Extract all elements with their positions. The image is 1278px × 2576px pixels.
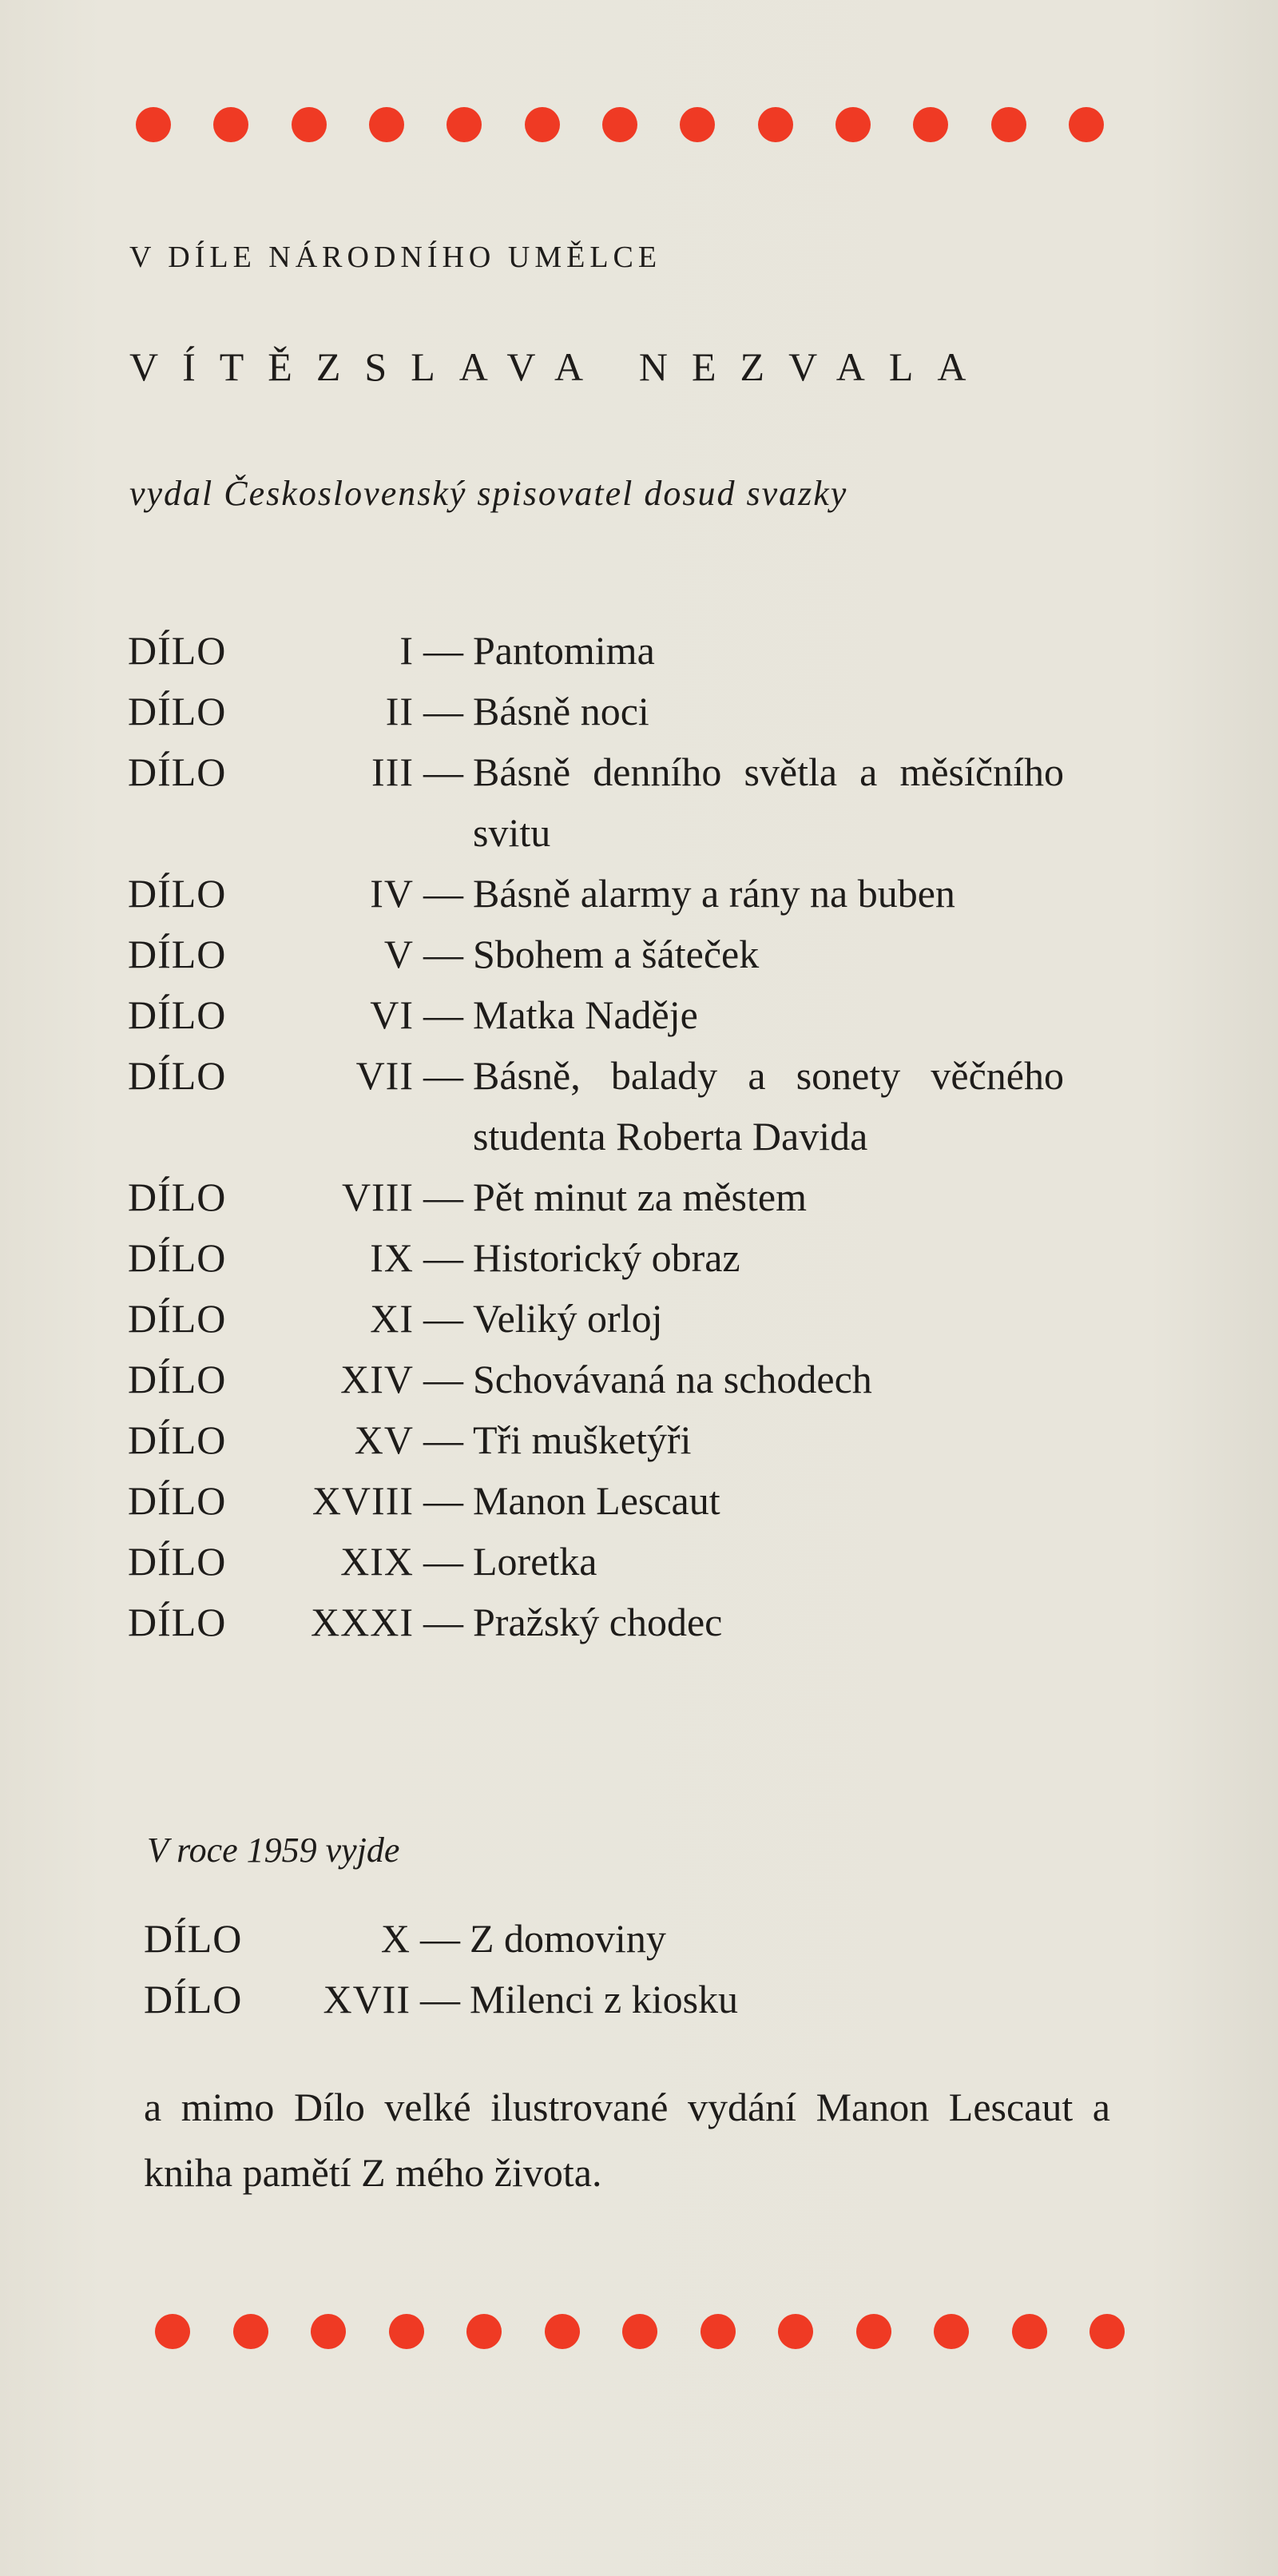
work-volume-number: I (399, 628, 414, 673)
ornament-dot (778, 2314, 813, 2349)
work-row (128, 1045, 1118, 1167)
work-label: DÍLO (128, 628, 227, 673)
work-title: Pět minut za městem (473, 1175, 807, 1219)
heading-author-name: VÍTĚZSLAVA NEZVALA (129, 344, 990, 389)
work-volume-number: XVII (323, 1977, 411, 2021)
work-title: Pantomima (473, 628, 655, 673)
dash: — (423, 932, 463, 976)
ornament-dot (136, 107, 171, 142)
dash: — (423, 992, 463, 1037)
work-title: Tři mušketýři (473, 1417, 692, 1462)
ornament-dot (835, 107, 871, 142)
ornament-dot (447, 107, 482, 142)
work-label: DÍLO (128, 1175, 227, 1219)
work-label: DÍLO (128, 1539, 227, 1584)
ornament-dot (311, 2314, 346, 2349)
work-label: DÍLO (128, 1053, 227, 1098)
future-note: a mimo Dílo velké ilustrované vydání Manon Lescaut a kniha pamětí Z mého života. (144, 2085, 1110, 2195)
work-volume-number: II (385, 689, 414, 733)
work-label: DÍLO (128, 1357, 227, 1401)
dash: — (423, 1235, 463, 1280)
ornament-dot (680, 107, 715, 142)
work-title: Básně, balady a sonety věčného studenta Roberta Davida (473, 1053, 1064, 1159)
work-row (128, 620, 1118, 681)
dash: — (423, 1478, 463, 1523)
work-title: Schovávaná na schodech (473, 1357, 872, 1401)
work-volume-number: XXXI (311, 1600, 414, 1644)
dash: — (423, 628, 463, 673)
work-title: Pražský chodec (473, 1600, 723, 1644)
work-volume-number: XVIII (312, 1478, 414, 1523)
work-row (128, 741, 1118, 863)
ornament-dot (1012, 2314, 1047, 2349)
work-volume-number: VI (370, 992, 414, 1037)
work-title: Historický obraz (473, 1235, 740, 1280)
work-volume-number: IV (370, 871, 414, 916)
ornament-dot (233, 2314, 268, 2349)
ornament-dot (292, 107, 327, 142)
top-dot-ornament (136, 107, 1104, 142)
work-row (128, 863, 1118, 924)
dash: — (423, 749, 463, 794)
work-label: DÍLO (128, 1296, 227, 1341)
work-title: Básně noci (473, 689, 649, 733)
dash: — (423, 1296, 463, 1341)
work-label: DÍLO (128, 932, 227, 976)
work-volume-number: XI (370, 1296, 414, 1341)
dash: — (420, 1977, 460, 2021)
work-row (128, 984, 1118, 1045)
ornament-dot (369, 107, 404, 142)
work-title: Matka Naděje (473, 992, 698, 1037)
ornament-dot (622, 2314, 657, 2349)
work-label: DÍLO (144, 1916, 243, 1961)
ornament-dot (913, 107, 948, 142)
ornament-dot (545, 2314, 580, 2349)
work-title: Básně alarmy a rány na buben (473, 871, 955, 916)
dash: — (423, 1357, 463, 1401)
ornament-dot (466, 2314, 502, 2349)
dash: — (423, 1053, 463, 1098)
ornament-dot (1069, 107, 1104, 142)
dash: — (423, 689, 463, 733)
future-works-list (144, 1908, 1134, 2029)
ornament-dot (602, 107, 637, 142)
work-title: Z domoviny (470, 1916, 666, 1961)
work-row (128, 1470, 1118, 1531)
work-volume-number: XIX (340, 1539, 414, 1584)
dash: — (423, 1175, 463, 1219)
work-label: DÍLO (128, 1600, 227, 1644)
work-row (144, 1969, 1134, 2029)
heading-line-1: V DÍLE NÁRODNÍHO UMĚLCE (129, 241, 662, 274)
work-row (128, 1288, 1118, 1349)
works-list (128, 620, 1118, 1652)
work-label: DÍLO (128, 992, 227, 1037)
ornament-dot (758, 107, 793, 142)
future-heading: V roce 1959 vyjde (147, 1831, 400, 1870)
ornament-dot (856, 2314, 891, 2349)
work-label: DÍLO (128, 689, 227, 733)
dash: — (423, 1600, 463, 1644)
work-volume-number: XV (354, 1417, 414, 1462)
work-label: DÍLO (128, 871, 227, 916)
dash: — (420, 1916, 460, 1961)
work-volume-number: X (380, 1916, 411, 1961)
work-label: DÍLO (128, 749, 227, 794)
work-title: Loretka (473, 1539, 597, 1584)
bottom-dot-ornament (155, 2314, 1125, 2349)
work-volume-number: VIII (341, 1175, 414, 1219)
dash: — (423, 1539, 463, 1584)
ornament-dot (525, 107, 560, 142)
work-title: Manon Lescaut (473, 1478, 720, 1523)
work-volume-number: III (371, 749, 414, 794)
work-label: DÍLO (144, 1977, 243, 2021)
work-label: DÍLO (128, 1478, 227, 1523)
work-title: Milenci z kiosku (470, 1977, 739, 2021)
work-row (128, 1592, 1118, 1652)
ornament-dot (389, 2314, 424, 2349)
ornament-dot (991, 107, 1026, 142)
work-title: Veliký orloj (473, 1296, 663, 1341)
work-row (128, 1409, 1118, 1470)
ornament-dot (1089, 2314, 1125, 2349)
work-row (128, 1349, 1118, 1409)
ornament-dot (155, 2314, 190, 2349)
work-volume-number: V (383, 932, 414, 976)
work-label: DÍLO (128, 1417, 227, 1462)
subtitle: vydal Československý spisovatel dosud svazky (129, 474, 848, 513)
work-row (128, 681, 1118, 741)
work-row (128, 1167, 1118, 1227)
ornament-dot (701, 2314, 736, 2349)
work-volume-number: XIV (340, 1357, 414, 1401)
work-volume-number: IX (370, 1235, 414, 1280)
dash: — (423, 871, 463, 916)
work-title: Sbohem a šáteček (473, 932, 760, 976)
work-row (128, 1531, 1118, 1592)
ornament-dot (934, 2314, 969, 2349)
work-volume-number: VII (355, 1053, 414, 1098)
ornament-dot (213, 107, 248, 142)
work-title: Básně denního světla a měsíčního svitu (473, 749, 1064, 855)
work-row (128, 924, 1118, 984)
work-label: DÍLO (128, 1235, 227, 1280)
work-row (144, 1908, 1134, 1969)
work-row (128, 1227, 1118, 1288)
dash: — (423, 1417, 463, 1462)
